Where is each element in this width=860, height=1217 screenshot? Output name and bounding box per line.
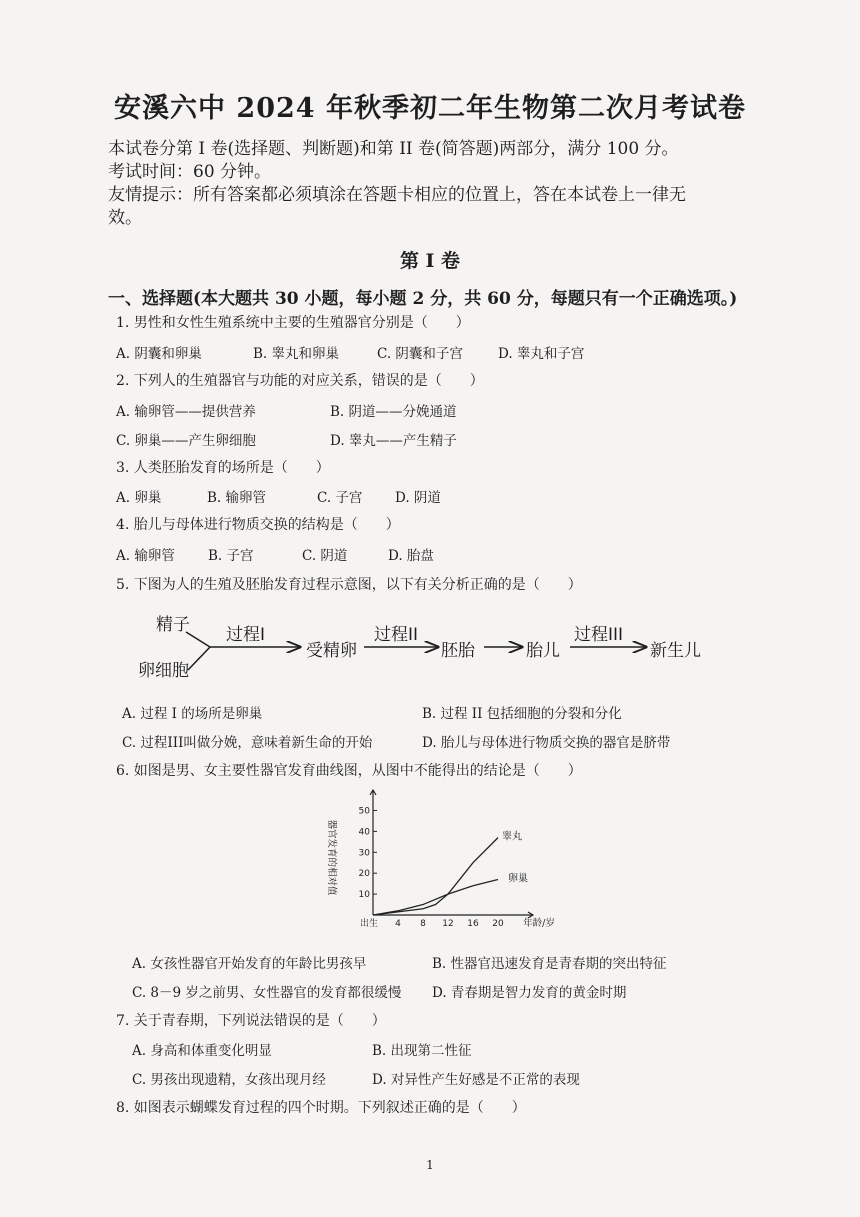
flow-process-2: 过程II (374, 625, 419, 645)
question-4-option-b: B. 子宫 (208, 548, 254, 564)
x-tick-label: 16 (467, 919, 479, 929)
question-2-option-a: A. 输卵管——提供营养 (116, 404, 256, 420)
x-origin-label: 出生 (359, 919, 379, 929)
y-tick-label: 40 (358, 827, 370, 838)
question-4-option-c: C. 阴道 (302, 548, 348, 564)
flow-newborn: 新生儿 (650, 641, 701, 661)
flow-egg-cell: 卵细胞 (138, 661, 189, 681)
y-tick-label: 10 (358, 890, 370, 901)
question-5-option-b: B. 过程 II 包括细胞的分裂和分化 (422, 706, 622, 722)
question-8-stem: 8. 如图表示蝴蝶发育过程的四个时期。下列叙述正确的是（ ） (116, 1100, 526, 1116)
organ-development-chart (315, 785, 555, 935)
series-label-1: 睾丸 (502, 831, 522, 843)
question-3-option-a: A. 卵巢 (116, 490, 162, 506)
question-1-option-d: D. 睾丸和子宫 (498, 346, 585, 362)
series-line-1 (373, 838, 498, 915)
question-5-stem: 5. 下图为人的生殖及胚胎发育过程示意图，以下有关分析正确的是（ ） (116, 577, 582, 593)
section-title: 第 I 卷 (399, 250, 461, 272)
question-5-option-d: D. 胎儿与母体进行物质交换的器官是脐带 (422, 735, 671, 751)
question-7-option-c: C. 男孩出现遗精，女孩出现月经 (132, 1072, 326, 1088)
question-1-option-a: A. 阴囊和卵巢 (116, 346, 202, 362)
flow-embryo: 胚胎 (441, 641, 475, 661)
question-7-option-a: A. 身高和体重变化明显 (132, 1043, 272, 1059)
part-title: 一、选择题(本大题共 30 小题，每小题 2 分，共 60 分，每题只有一个正确选项。) (108, 289, 738, 309)
flow-process-3: 过程III (574, 625, 624, 645)
question-3-option-d: D. 阴道 (395, 490, 441, 506)
intro-line-4: 效。 (108, 208, 142, 228)
question-2-option-d: D. 睾丸——产生精子 (330, 433, 457, 449)
question-4-stem: 4. 胎儿与母体进行物质交换的结构是（ ） (116, 517, 400, 533)
y-tick-label: 20 (358, 869, 370, 880)
intro-line-2: 考试时间：60 分钟。 (108, 162, 272, 182)
question-7-stem: 7. 关于青春期，下列说法错误的是（ ） (116, 1013, 386, 1029)
x-tick-label: 12 (442, 919, 454, 929)
y-tick-label: 50 (358, 806, 370, 817)
question-5-option-a: A. 过程 I 的场所是卵巢 (122, 706, 263, 722)
x-tick-label: 8 (420, 919, 426, 929)
question-3-stem: 3. 人类胚胎发育的场所是（ ） (116, 460, 330, 476)
series-line-2 (373, 879, 498, 915)
intro-line-3: 友情提示：所有答案都必须填涂在答题卡相应的位置上，答在本试卷上一律无 (108, 185, 686, 205)
y-axis-label: 器官发育的相对值 (326, 819, 337, 896)
question-2-option-b: B. 阴道——分娩通道 (330, 404, 457, 420)
question-1-stem: 1. 男性和女性生殖系统中主要的生殖器官分别是（ ） (116, 315, 470, 331)
flow-process-1: 过程I (226, 625, 266, 645)
question-4-option-a: A. 输卵管 (116, 548, 175, 564)
flow-sperm: 精子 (156, 615, 190, 635)
question-6-option-b: B. 性器官迅速发育是青春期的突出特征 (432, 956, 667, 972)
question-6-option-c: C. 8－9 岁之前男、女性器官的发育都很缓慢 (132, 985, 402, 1001)
flow-arrows (100, 604, 740, 694)
question-3-option-c: C. 子宫 (317, 490, 363, 506)
flow-zygote: 受精卵 (306, 641, 357, 661)
question-7-option-d: D. 对异性产生好感是不正常的表现 (372, 1072, 580, 1088)
question-4-option-d: D. 胎盘 (388, 548, 434, 564)
question-2-option-c: C. 卵巢——产生卵细胞 (116, 433, 256, 449)
series-label-2: 卵巢 (508, 873, 528, 885)
page-number: 1 (426, 1158, 434, 1172)
question-2-stem: 2. 下列人的生殖器官与功能的对应关系，错误的是（ ） (116, 373, 484, 389)
question-7-option-b: B. 出现第二性征 (372, 1043, 472, 1059)
y-tick-label: 30 (358, 848, 370, 859)
flow-fetus: 胎儿 (526, 641, 560, 661)
exam-title: 安溪六中 2024 年秋季初二年生物第二次月考试卷 (114, 93, 746, 124)
x-axis-label: 年龄/岁 (523, 918, 555, 929)
x-tick-label: 4 (395, 919, 401, 929)
question-3-option-b: B. 输卵管 (207, 490, 267, 506)
question-5-option-c: C. 过程III叫做分娩，意味着新生命的开始 (122, 735, 373, 751)
x-tick-label: 20 (492, 919, 504, 929)
question-1-option-c: C. 阴囊和子宫 (377, 346, 463, 362)
question-6-option-a: A. 女孩性器官开始发育的年龄比男孩早 (132, 956, 367, 972)
question-6-option-d: D. 青春期是智力发育的黄金时期 (432, 985, 627, 1001)
intro-line-1: 本试卷分第 I 卷(选择题、判断题)和第 II 卷(简答题)两部分，满分 100 分。 (108, 139, 679, 159)
question-1-option-b: B. 睾丸和卵巢 (253, 346, 340, 362)
question-6-stem: 6. 如图是男、女主要性器官发育曲线图，从图中不能得出的结论是（ ） (116, 763, 582, 779)
